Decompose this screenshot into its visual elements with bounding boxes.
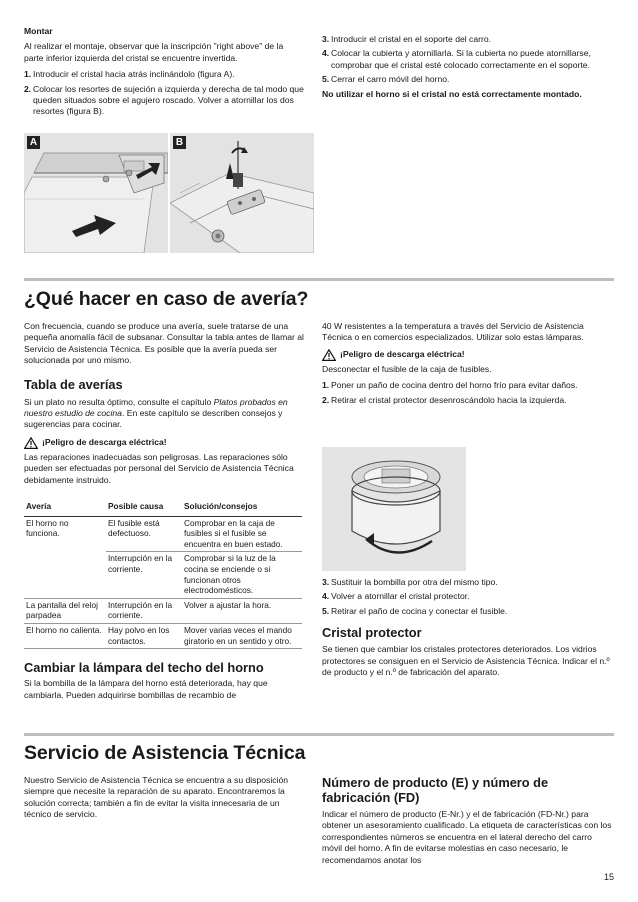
figure-a-label: A	[27, 136, 40, 149]
list-item: 4. Volver a atornillar el cristal protector.	[322, 591, 470, 602]
list-item: 1. Introducir el cristal hacia atrás inclinándolo (figura A).	[24, 69, 235, 80]
averia-intro: Con frecuencia, cuando se produce una avería, suele tratarse de una pequeña anomalía fácil de subsanar. Consultar la tabla antes de llamar al Servicio de Asistencia Técnica. Es posible que la avería pueda ser solucionada por uno mismo.	[24, 321, 304, 366]
montar-title: Montar	[24, 26, 53, 36]
montar-intro: Al realizar el montaje, observar que la inscripción "right above" de la parte inferior izquierda del cristal se encuentre invertida.	[24, 41, 284, 63]
servicio-title: Servicio de Asistencia Técnica	[24, 742, 306, 764]
servicio-intro: Nuestro Servicio de Asistencia Técnica se encuentra a su disposición siempre que necesite la reparación de su aparato. Encontraremos la solución correcta; también a fin de evitar la visita innecesaria de un técnico de servicio.	[24, 775, 289, 820]
numero-text: Indicar el número de producto (E-Nr.) y el de fabricación (FD-Nr.) para obtener un asesoramiento cualificado. La etiqueta de características con los correspondientes números se encuentra en el lateral derecho del carro móvil del horno. A fin de evitarse molestias en caso necesario, le recomendamos anotar los	[322, 809, 612, 865]
lamp-cover-illustration	[322, 447, 466, 571]
list-item: 4. Colocar la cubierta y atornillarla. Si la cubierta no puede atornillarse, comprobar que el cristal esté colocado correctamente en el soporte.	[322, 48, 591, 70]
danger2-text: Desconectar el fusible de la caja de fusibles.	[322, 363, 492, 374]
tabla-intro: Si un plato no resulta óptimo, consulte el capítulo Platos probados en nuestro estudio de cocina. En este capítulo se describen consejos y sugerencias para cocinar.	[24, 396, 288, 430]
column-header: Solución/consejos	[182, 498, 302, 516]
section-divider	[24, 733, 614, 736]
table-cell: Mover varias veces el mando giratorio en un sentido y otro.	[182, 624, 302, 649]
servicio-right-column	[322, 775, 614, 866]
danger-warning: ¡Peligro de descarga eléctrica!	[24, 437, 304, 449]
cristal-title: Cristal protector	[322, 625, 422, 641]
column-header: Avería	[24, 498, 106, 516]
lampara-continued: 40 W resistentes a la temperatura a través del Servicio de Asistencia Técnica o en comercios especializados. Utilizar solo estas lámparas.	[322, 321, 584, 343]
cristal-text: Se tienen que cambiar los cristales protectores deteriorados. Los vidrios protectores se consiguen en el Servicio de Asistencia Técnica. Indicar el n.º de producto y el n.º de fabricación del aparato.	[322, 644, 610, 678]
montar-steps	[24, 69, 304, 118]
table-row	[24, 598, 302, 623]
figure-a	[24, 133, 168, 253]
lampara-text: Si la bombilla de la lámpara del horno está deteriorada, hay que cambiarla. Pueden adquirirse bombillas de recambio de	[24, 678, 268, 700]
table-header-row	[24, 498, 302, 516]
averia-right-column	[322, 321, 614, 409]
warning-triangle-icon	[322, 349, 336, 361]
montar-steps-right	[322, 34, 614, 100]
page-number: 15	[603, 872, 614, 882]
list-item: 3. Introducir el cristal en el soporte del carro.	[322, 34, 492, 44]
table-cell: El fusible está defectuoso.	[106, 516, 182, 552]
screw-spring-illustration	[170, 133, 314, 253]
lamp-figure	[322, 447, 466, 571]
averia-left-column	[24, 321, 304, 701]
lampara-title: Cambiar la lámpara del techo del horno	[24, 660, 264, 676]
montar-warning: No utilizar el horno si el cristal no está correctamente montado.	[322, 88, 582, 99]
column-header: Posible causa	[106, 498, 182, 516]
lamp-steps-2-block	[322, 577, 614, 678]
numero-title: Número de producto (E) y número de fabricación (FD)	[322, 775, 549, 805]
oven-glass-insert-illustration	[24, 133, 168, 253]
section-divider	[24, 278, 614, 281]
table-cell: Hay polvo en los contactos.	[106, 624, 182, 649]
tabla-title: Tabla de averías	[24, 376, 123, 392]
table-cell: Comprobar en la caja de fusibles si el fusible se encuentra en buen estado.	[182, 516, 302, 552]
table-cell: Volver a ajustar la hora.	[182, 598, 302, 623]
table-cell: El horno no funciona.	[24, 516, 106, 598]
warning-triangle-icon	[24, 437, 38, 449]
fault-table	[24, 498, 302, 649]
list-item: 3. Sustituir la bombilla por otra del mismo tipo.	[322, 577, 498, 587]
table-cell: Interrupción en la corriente.	[106, 598, 182, 623]
table-cell: El horno no calienta.	[24, 624, 106, 649]
figure-b-label: B	[173, 136, 186, 149]
servicio-left-column	[24, 775, 304, 821]
list-item: 2. Colocar los resortes de sujeción a izquierda y derecha de tal modo que queden situados sobre el agujero roscado. Volver a atornillar los dos resortes (figura B).	[24, 83, 304, 117]
table-row	[24, 516, 302, 552]
lamp-steps-2	[322, 577, 614, 617]
lamp-steps	[322, 380, 614, 406]
list-item: 5. Retirar el paño de cocina y conectar el fusible.	[322, 605, 508, 616]
table-cell: La pantalla del reloj parpadea	[24, 598, 106, 623]
list-item: 1. Poner un paño de cocina dentro del horno frío para evitar daños.	[322, 380, 578, 391]
averia-title: ¿Qué hacer en caso de avería?	[24, 288, 309, 310]
list-item: 2. Retirar el cristal protector desenroscándolo hacia la izquierda.	[322, 394, 567, 405]
table-row	[24, 624, 302, 649]
list-item: 5. Cerrar el carro móvil del horno.	[322, 74, 450, 85]
danger-text: Las reparaciones inadecuadas son peligrosas. Las reparaciones sólo pueden ser efectuadas por personal del Servicio de Asistencia Técnica debidamente instruido.	[24, 451, 294, 485]
danger-warning-2: ¡Peligro de descarga eléctrica!	[322, 349, 614, 361]
table-cell: Comprobar si la luz de la cocina se enciende o si funcionan otros electrodomésticos.	[182, 552, 302, 598]
table-cell: Interrupción en la corriente.	[106, 552, 182, 598]
montar-section	[24, 26, 304, 121]
figure-b	[170, 133, 314, 253]
